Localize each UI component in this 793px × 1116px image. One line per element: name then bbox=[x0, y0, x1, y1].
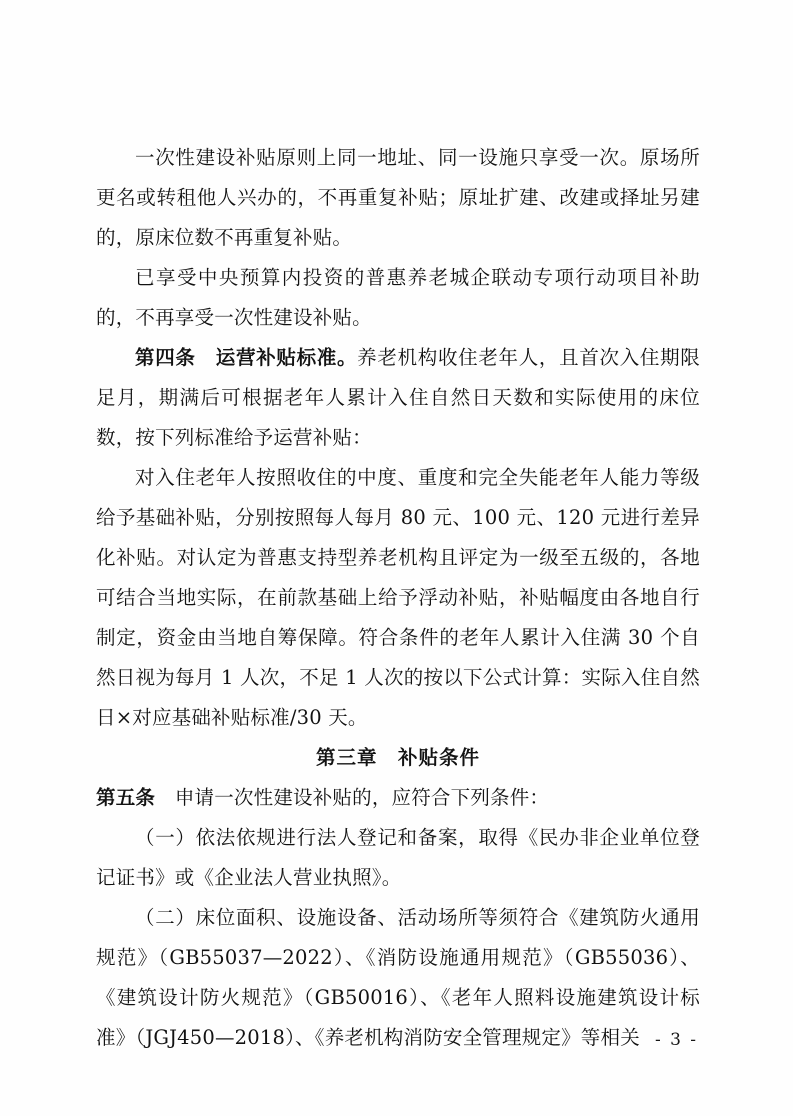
paragraph-basic-subsidy-standards: 对入住老年人按照收住的中度、重度和完全失能老年人能力等级给予基础补贴，分别按照每人每月 80 元、100 元、120 元进行差异化补贴。对认定为普惠支持型养老机构且评定为一级至五级的，各地可结合当地实际，在前款基础上给予浮动补贴，补贴幅度由各地自行制定，资金由当地自筹保障。符合条件的老年人累计入住满 30 个自然日视为每月 1 人次，不足 1 人次的按以下公式计算：实际入住自然日×对应基础补贴标准/30 天。 bbox=[96, 466, 700, 729]
page-footer bbox=[0, 1030, 793, 1050]
article-four-heading: 运营补贴标准。 bbox=[215, 346, 358, 369]
article-five-label: 第五条 bbox=[96, 786, 156, 809]
paragraph-central-budget-exclusion: 已享受中央预算内投资的普惠养老城企联动专项行动项目补助的，不再享受一次性建设补贴。 bbox=[96, 266, 700, 329]
paragraph-condition-one: （一）依法依规进行法人登记和备案，取得《民办非企业单位登记证书》或《企业法人营业执照》。 bbox=[96, 826, 700, 889]
article-four-label: 第四条 bbox=[135, 346, 196, 369]
article-four-spacer bbox=[196, 346, 216, 369]
article-five-spacer bbox=[155, 786, 175, 809]
paragraph-construction-subsidy-rule: 一次性建设补贴原则上同一地址、同一设施只享受一次。原场所更名或转租他人兴办的，不再重复补贴；原址扩建、改建或择址另建的，原床位数不再重复补贴。 bbox=[96, 146, 700, 249]
paragraph-article-five bbox=[96, 778, 700, 818]
paragraph-article-four bbox=[96, 338, 700, 458]
chapter-three-title: 第三章 补贴条件 bbox=[315, 746, 480, 769]
article-five-text: 申请一次性建设补贴的，应符合下列条件： bbox=[174, 786, 550, 809]
page-number: - 3 - bbox=[654, 1030, 699, 1050]
document-body bbox=[96, 138, 700, 1058]
paragraph-condition-two: （二）床位面积、设施设备、活动场所等须符合《建筑防火通用规范》（GB55037—2022）、《消防设施通用规范》（GB55036）、《建筑设计防火规范》（GB50016）、《老年人照料设施建筑设计标准》（JGJ450—2018）、《养老机构消防安全管理规定》等相关 bbox=[96, 906, 700, 1049]
article-four-text: 养老机构收住老年人，且首次入住期限足月，期满后可根据老年人累计入住自然日天数和实际使用的床位数，按下列标准给予运营补贴： bbox=[96, 346, 700, 449]
